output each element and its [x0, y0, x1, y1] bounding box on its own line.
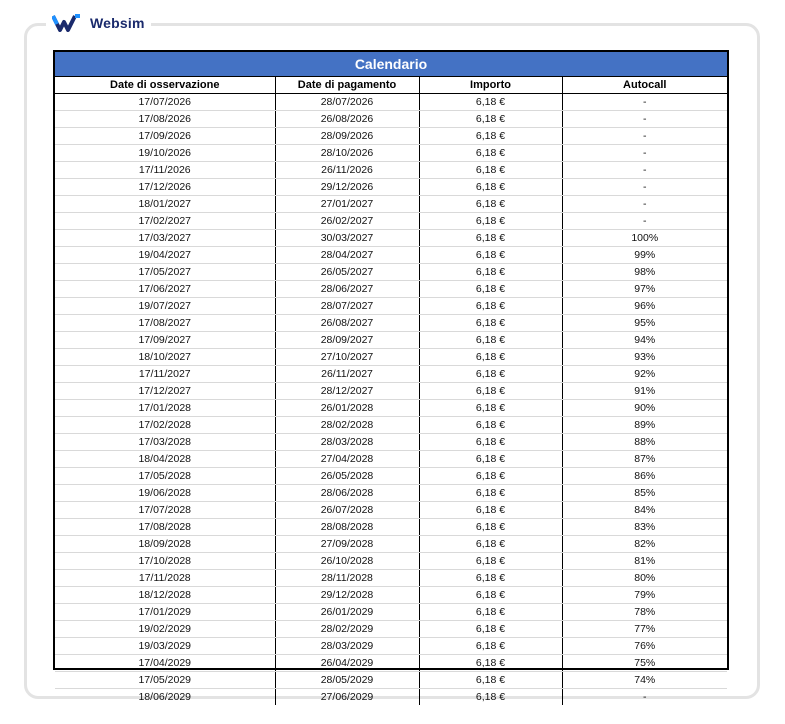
table-row — [55, 94, 727, 111]
table-row — [55, 145, 727, 162]
observation-date-cell: 17/09/2027 — [55, 332, 275, 349]
observation-date-cell: 17/03/2028 — [55, 434, 275, 451]
observation-date-cell: 17/05/2028 — [55, 468, 275, 485]
column-header-payment-date: Date di pagamento — [275, 77, 419, 94]
amount-cell: 6,18 € — [419, 621, 562, 638]
table-row — [55, 264, 727, 281]
payment-date-cell: 26/08/2027 — [275, 315, 419, 332]
autocall-cell: 90% — [562, 400, 727, 417]
autocall-cell: 99% — [562, 247, 727, 264]
websim-logo-icon — [52, 14, 86, 32]
table-row — [55, 689, 727, 706]
observation-date-cell: 17/01/2029 — [55, 604, 275, 621]
payment-date-cell: 26/11/2026 — [275, 162, 419, 179]
table-row — [55, 672, 727, 689]
autocall-cell: 92% — [562, 366, 727, 383]
column-header-autocall: Autocall — [562, 77, 727, 94]
brand-name: Websim — [90, 15, 145, 31]
observation-date-cell: 17/01/2028 — [55, 400, 275, 417]
observation-date-cell: 17/07/2026 — [55, 94, 275, 111]
observation-date-cell: 18/09/2028 — [55, 536, 275, 553]
amount-cell: 6,18 € — [419, 349, 562, 366]
observation-date-cell: 17/04/2029 — [55, 655, 275, 672]
payment-date-cell: 28/06/2028 — [275, 485, 419, 502]
amount-cell: 6,18 € — [419, 383, 562, 400]
autocall-cell: - — [562, 179, 727, 196]
payment-date-cell: 26/07/2028 — [275, 502, 419, 519]
amount-cell: 6,18 € — [419, 145, 562, 162]
payment-date-cell: 28/02/2028 — [275, 417, 419, 434]
autocall-cell: 84% — [562, 502, 727, 519]
observation-date-cell: 17/09/2026 — [55, 128, 275, 145]
observation-date-cell: 19/07/2027 — [55, 298, 275, 315]
table-row — [55, 281, 727, 298]
autocall-cell: 79% — [562, 587, 727, 604]
table-row — [55, 434, 727, 451]
table-row — [55, 400, 727, 417]
amount-cell: 6,18 € — [419, 400, 562, 417]
table-row — [55, 298, 727, 315]
table-row — [55, 179, 727, 196]
amount-cell: 6,18 € — [419, 468, 562, 485]
observation-date-cell: 18/12/2028 — [55, 587, 275, 604]
table-row — [55, 519, 727, 536]
table-row — [55, 366, 727, 383]
table-row — [55, 536, 727, 553]
table-row — [55, 638, 727, 655]
payment-date-cell: 26/05/2028 — [275, 468, 419, 485]
table-row — [55, 451, 727, 468]
payment-date-cell: 26/10/2028 — [275, 553, 419, 570]
table-row — [55, 213, 727, 230]
table-row — [55, 196, 727, 213]
payment-date-cell: 26/05/2027 — [275, 264, 419, 281]
autocall-cell: 87% — [562, 451, 727, 468]
table-row — [55, 111, 727, 128]
amount-cell: 6,18 € — [419, 689, 562, 706]
table-row — [55, 332, 727, 349]
observation-date-cell: 18/01/2027 — [55, 196, 275, 213]
table-row — [55, 128, 727, 145]
autocall-cell: 74% — [562, 672, 727, 689]
autocall-cell: 78% — [562, 604, 727, 621]
payment-date-cell: 28/03/2029 — [275, 638, 419, 655]
payment-date-cell: 28/06/2027 — [275, 281, 419, 298]
amount-cell: 6,18 € — [419, 451, 562, 468]
autocall-cell: 89% — [562, 417, 727, 434]
table-row — [55, 468, 727, 485]
payment-date-cell: 26/08/2026 — [275, 111, 419, 128]
amount-cell: 6,18 € — [419, 247, 562, 264]
amount-cell: 6,18 € — [419, 655, 562, 672]
autocall-cell: 91% — [562, 383, 727, 400]
payment-date-cell: 29/12/2026 — [275, 179, 419, 196]
amount-cell: 6,18 € — [419, 570, 562, 587]
observation-date-cell: 17/08/2028 — [55, 519, 275, 536]
observation-date-cell: 17/08/2027 — [55, 315, 275, 332]
observation-date-cell: 17/12/2027 — [55, 383, 275, 400]
observation-date-cell: 19/04/2027 — [55, 247, 275, 264]
autocall-cell: - — [562, 94, 727, 111]
amount-cell: 6,18 € — [419, 485, 562, 502]
autocall-cell: 80% — [562, 570, 727, 587]
payment-date-cell: 28/07/2027 — [275, 298, 419, 315]
observation-date-cell: 17/08/2026 — [55, 111, 275, 128]
observation-date-cell: 19/10/2026 — [55, 145, 275, 162]
autocall-cell: 77% — [562, 621, 727, 638]
observation-date-cell: 17/03/2027 — [55, 230, 275, 247]
observation-date-cell: 17/05/2027 — [55, 264, 275, 281]
payment-date-cell: 28/04/2027 — [275, 247, 419, 264]
autocall-cell: 100% — [562, 230, 727, 247]
payment-date-cell: 28/08/2028 — [275, 519, 419, 536]
amount-cell: 6,18 € — [419, 519, 562, 536]
autocall-cell: 76% — [562, 638, 727, 655]
payment-date-cell: 26/01/2029 — [275, 604, 419, 621]
amount-cell: 6,18 € — [419, 672, 562, 689]
amount-cell: 6,18 € — [419, 502, 562, 519]
table-row — [55, 570, 727, 587]
table-row — [55, 502, 727, 519]
payment-date-cell: 27/04/2028 — [275, 451, 419, 468]
table-row — [55, 621, 727, 638]
autocall-cell: 82% — [562, 536, 727, 553]
payment-date-cell: 27/06/2029 — [275, 689, 419, 706]
observation-date-cell: 18/04/2028 — [55, 451, 275, 468]
column-header-amount: Importo — [419, 77, 562, 94]
amount-cell: 6,18 € — [419, 587, 562, 604]
amount-cell: 6,18 € — [419, 604, 562, 621]
payment-date-cell: 28/12/2027 — [275, 383, 419, 400]
autocall-cell: 95% — [562, 315, 727, 332]
autocall-cell: 96% — [562, 298, 727, 315]
observation-date-cell: 18/10/2027 — [55, 349, 275, 366]
observation-date-cell: 17/11/2028 — [55, 570, 275, 587]
payment-date-cell: 28/10/2026 — [275, 145, 419, 162]
amount-cell: 6,18 € — [419, 434, 562, 451]
amount-cell: 6,18 € — [419, 553, 562, 570]
table-title: Calendario — [55, 52, 727, 77]
amount-cell: 6,18 € — [419, 298, 562, 315]
autocall-cell: 93% — [562, 349, 727, 366]
amount-cell: 6,18 € — [419, 111, 562, 128]
table-row — [55, 604, 727, 621]
autocall-cell: 98% — [562, 264, 727, 281]
observation-date-cell: 19/02/2029 — [55, 621, 275, 638]
observation-date-cell: 19/03/2029 — [55, 638, 275, 655]
amount-cell: 6,18 € — [419, 332, 562, 349]
observation-date-cell: 17/05/2029 — [55, 672, 275, 689]
amount-cell: 6,18 € — [419, 162, 562, 179]
observation-date-cell: 17/11/2026 — [55, 162, 275, 179]
table-row — [55, 485, 727, 502]
observation-date-cell: 17/06/2027 — [55, 281, 275, 298]
websim-logo — [46, 10, 151, 36]
table-row — [55, 417, 727, 434]
autocall-cell: 88% — [562, 434, 727, 451]
amount-cell: 6,18 € — [419, 179, 562, 196]
amount-cell: 6,18 € — [419, 230, 562, 247]
observation-date-cell: 17/10/2028 — [55, 553, 275, 570]
amount-cell: 6,18 € — [419, 638, 562, 655]
table-row — [55, 247, 727, 264]
observation-date-cell: 17/11/2027 — [55, 366, 275, 383]
autocall-cell: - — [562, 111, 727, 128]
table-row — [55, 655, 727, 672]
payment-date-cell: 29/12/2028 — [275, 587, 419, 604]
amount-cell: 6,18 € — [419, 536, 562, 553]
payment-date-cell: 28/05/2029 — [275, 672, 419, 689]
amount-cell: 6,18 € — [419, 366, 562, 383]
payment-date-cell: 26/01/2028 — [275, 400, 419, 417]
calendar-table — [55, 77, 727, 705]
amount-cell: 6,18 € — [419, 264, 562, 281]
amount-cell: 6,18 € — [419, 281, 562, 298]
payment-date-cell: 30/03/2027 — [275, 230, 419, 247]
observation-date-cell: 17/07/2028 — [55, 502, 275, 519]
observation-date-cell: 17/02/2028 — [55, 417, 275, 434]
autocall-cell: 75% — [562, 655, 727, 672]
amount-cell: 6,18 € — [419, 128, 562, 145]
payment-date-cell: 26/02/2027 — [275, 213, 419, 230]
autocall-cell: 85% — [562, 485, 727, 502]
observation-date-cell: 19/06/2028 — [55, 485, 275, 502]
table-row — [55, 315, 727, 332]
observation-date-cell: 17/02/2027 — [55, 213, 275, 230]
table-row — [55, 349, 727, 366]
table-row — [55, 162, 727, 179]
autocall-cell: - — [562, 213, 727, 230]
payment-date-cell: 28/09/2027 — [275, 332, 419, 349]
header-row — [55, 77, 727, 94]
payment-date-cell: 26/04/2029 — [275, 655, 419, 672]
autocall-cell: 86% — [562, 468, 727, 485]
amount-cell: 6,18 € — [419, 315, 562, 332]
payment-date-cell: 28/09/2026 — [275, 128, 419, 145]
table-row — [55, 587, 727, 604]
autocall-cell: - — [562, 145, 727, 162]
payment-date-cell: 28/11/2028 — [275, 570, 419, 587]
amount-cell: 6,18 € — [419, 213, 562, 230]
autocall-cell: - — [643, 690, 647, 703]
autocall-cell: 81% — [562, 553, 727, 570]
amount-cell: 6,18 € — [419, 94, 562, 111]
payment-date-cell: 27/09/2028 — [275, 536, 419, 553]
autocall-cell: - — [562, 162, 727, 179]
table-row — [55, 230, 727, 247]
autocall-cell: 94% — [562, 332, 727, 349]
column-header-observation-date: Date di osservazione — [55, 77, 275, 94]
amount-cell: 6,18 € — [419, 196, 562, 213]
payment-date-cell: 28/07/2026 — [275, 94, 419, 111]
payment-date-cell: 27/01/2027 — [275, 196, 419, 213]
table-row — [55, 553, 727, 570]
autocall-cell: 83% — [562, 519, 727, 536]
calendar-table-container — [53, 50, 729, 703]
autocall-cell: - — [562, 196, 727, 213]
payment-date-cell: 26/11/2027 — [275, 366, 419, 383]
table-row — [55, 383, 727, 400]
observation-date-cell: 17/12/2026 — [55, 179, 275, 196]
observation-date-cell: 18/06/2029 — [55, 689, 275, 706]
payment-date-cell: 28/02/2029 — [275, 621, 419, 638]
autocall-cell: 97% — [562, 281, 727, 298]
amount-cell: 6,18 € — [419, 417, 562, 434]
autocall-cell: - — [562, 128, 727, 145]
payment-date-cell: 27/10/2027 — [275, 349, 419, 366]
payment-date-cell: 28/03/2028 — [275, 434, 419, 451]
